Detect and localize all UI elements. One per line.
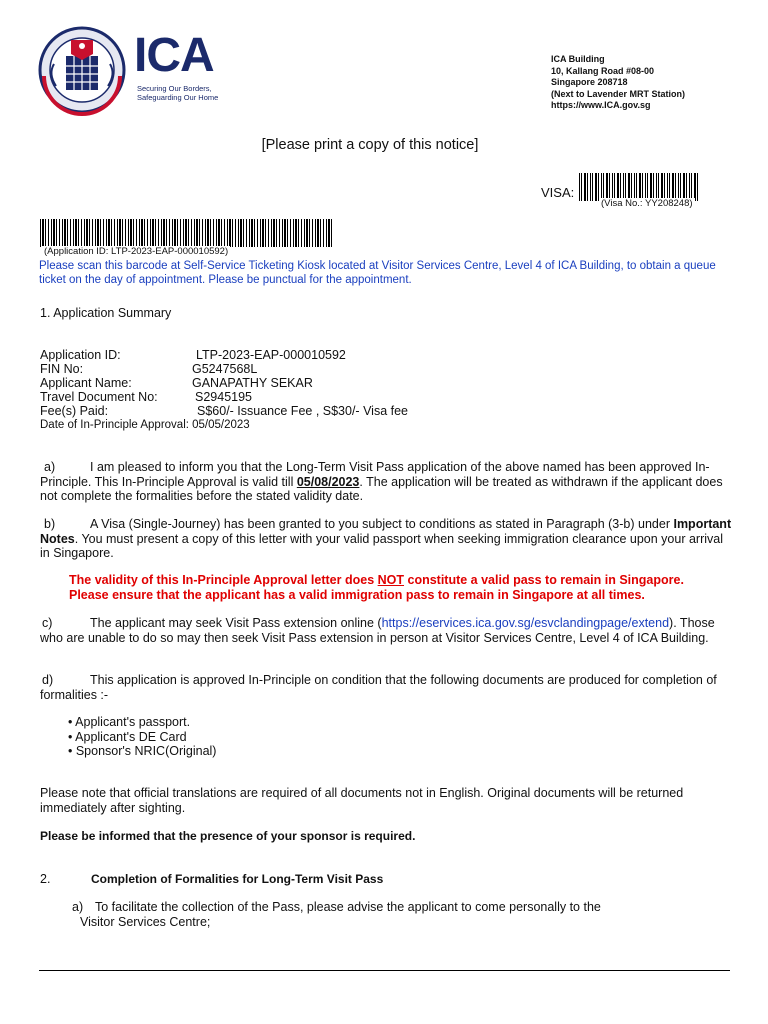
summary-row — [40, 390, 158, 404]
address-line: (Next to Lavender MRT Station) — [551, 88, 686, 99]
para-marker: b) — [44, 517, 56, 531]
logo-tagline-1: Securing Our Borders, — [137, 84, 212, 93]
logo-tagline-2: Safeguarding Our Home — [137, 93, 219, 102]
important-notes: Important Notes — [40, 517, 732, 546]
application-barcode-caption: (Application ID: LTP-2023-EAP-000010592) — [44, 246, 229, 257]
section2-heading: Completion of Formalities for Long-Term Visit Pass — [91, 872, 384, 886]
validity-warning — [69, 573, 729, 603]
para-marker: c) — [42, 616, 53, 630]
para-marker: a) — [44, 460, 56, 474]
summary-label: Application ID: — [40, 348, 121, 362]
summary-label: Applicant Name: — [40, 376, 132, 390]
visa-barcode-caption: (Visa No.: YY208248) — [601, 198, 693, 209]
summary-label: FIN No: — [40, 362, 84, 376]
warning-text-2: constitute a valid pass to remain in Singapore. — [404, 573, 684, 587]
paragraph-b — [40, 517, 732, 561]
list-item: • Applicant's DE Card — [68, 729, 187, 744]
section2-item-a-line: To facilitate the collection of the Pass, please advise the applicant to come personally to the — [95, 900, 601, 914]
para-b-text-2: . You must present a copy of this letter with your valid passport when seeking immigration clearance upon your arrival in Singapore. — [40, 531, 723, 560]
footer-divider — [39, 970, 730, 971]
list-item: • Applicant's passport. — [68, 715, 191, 729]
para-a-text-2: . The application will be treated as withdrawn if the applicant does not complete the formalities before the stated validity date. — [40, 474, 723, 503]
para-a-text: I am pleased to inform you that the Long-Term Visit Pass application of the above named has been approved In-Principle. This In-Principle Approval is valid till — [40, 460, 710, 489]
address-block — [551, 54, 685, 112]
section2-number: 2. — [40, 872, 51, 886]
para-marker: d) — [42, 673, 54, 687]
logo-text: ICA — [134, 29, 214, 82]
para-c-text-2: ). Those who are unable to do so may then seek Visit Pass extension in person at Visitor Services Centre, Level 4 of ICA Building. — [40, 616, 715, 645]
warning-line-2: Please ensure that the applicant has a valid immigration pass to remain in Singapore at all times. — [69, 588, 645, 602]
para-c-text: The applicant may seek Visit Pass extension online ( — [90, 616, 382, 630]
summary-row — [40, 376, 132, 390]
list-item: • Sponsor's NRIC(Original) — [68, 744, 217, 758]
warning-not: NOT — [377, 573, 405, 587]
summary-value: G5247568L — [192, 362, 258, 376]
extension-link[interactable]: https://eservices.ica.gov.sg/esvclandingpage/extend — [381, 616, 670, 630]
summary-row — [40, 348, 121, 362]
paragraph-c — [40, 616, 732, 645]
paragraph-d — [40, 673, 732, 702]
scan-instruction: Please scan this barcode at Self-Service Ticketing Kiosk located at Visitor Services Centre, Level 4 of ICA Building, to obtain a queue ticket on the day of appointment. Please be punctual for the appointment. — [39, 260, 716, 286]
summary-value: S$60/- Issuance Fee , S$30/- Visa fee — [197, 404, 409, 418]
summary-row — [40, 404, 108, 418]
summary-value: LTP-2023-EAP-000010592 — [196, 348, 346, 362]
address-line: Singapore 208718 — [551, 77, 628, 87]
application-barcode — [40, 219, 333, 247]
section1-heading: 1. Application Summary — [40, 306, 172, 320]
visa-label: VISA: — [541, 185, 575, 200]
para-b-text: A Visa (Single-Journey) has been granted to you subject to conditions as stated in Paragraph (3-b) under — [90, 517, 674, 531]
summary-value: S2945195 — [195, 390, 253, 404]
paragraph-a — [40, 460, 732, 504]
section2-item-a-marker: a) — [72, 900, 84, 914]
summary-label: Fee(s) Paid: — [40, 404, 109, 418]
warning-text: The validity of this In-Principle Approval letter does — [69, 573, 378, 587]
section2-item-a — [80, 900, 601, 929]
address-website[interactable]: https://www.ICA.gov.sg — [551, 100, 651, 110]
sponsor-note: Please be informed that the presence of your sponsor is required. — [40, 829, 416, 843]
para-d-text: This application is approved In-Principle on condition that the following documents are produced for completion of formalities :- — [40, 673, 717, 702]
section2-item-a-line: Visitor Services Centre; — [80, 914, 211, 929]
print-notice: [Please print a copy of this notice] — [261, 137, 479, 153]
address-line: 10, Kallang Road #08-00 — [551, 65, 655, 76]
translation-note: Please note that official translations are required of all documents not in English. Original documents will be returned immediately after sighting. — [40, 786, 684, 815]
required-documents — [68, 715, 216, 759]
address-line: ICA Building — [551, 54, 605, 64]
summary-value: GANAPATHY SEKAR — [192, 376, 313, 390]
approval-date: Date of In-Principle Approval: 05/05/2023 — [40, 419, 250, 431]
summary-label: Travel Document No: — [40, 390, 158, 404]
summary-row — [40, 362, 83, 376]
validity-date: 05/08/2023 — [296, 474, 360, 489]
visa-barcode — [579, 173, 699, 201]
